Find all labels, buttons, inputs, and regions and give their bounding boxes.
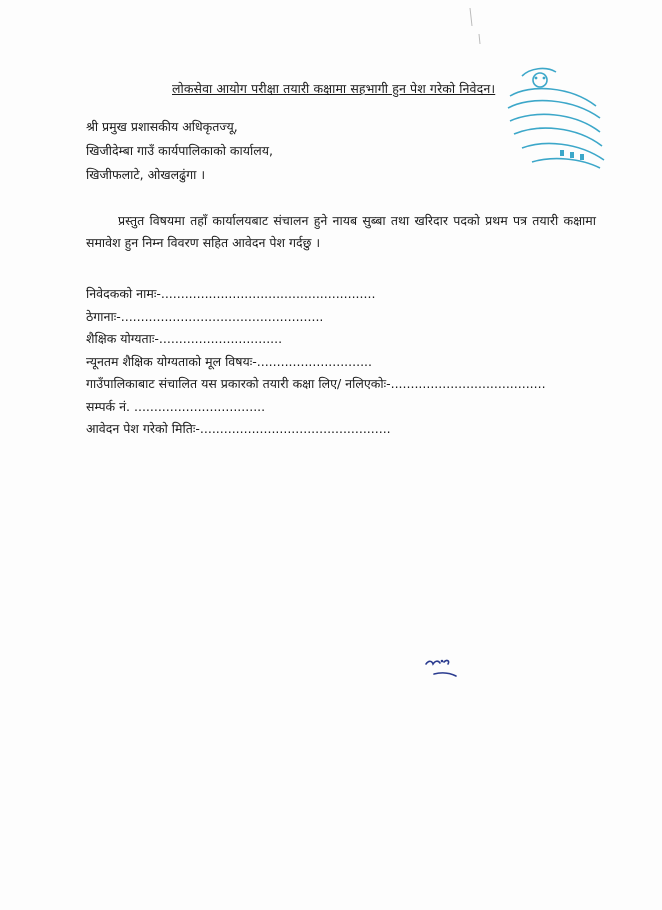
- field-previous-class: गाउँपालिकाबाट संचालित यस प्रकारको तयारी कक्षा लिए/ नलिएकोः-.......................................: [86, 376, 546, 391]
- field-contact-number: सम्पर्क नं. .................................: [86, 398, 266, 414]
- address-line: खिजीफलाटे, ओखलढुंगा ।: [86, 167, 206, 182]
- body-paragraph: प्रस्तुत विषयमा तहाँ कार्यालयबाट संचालन हुने नायब सुब्बा तथा खरिदार पदको प्रथम पत्र तयारी कक्षामा समावेश हुन निम्न विवरण सहित आवेदन पेश गर्दछु ।: [86, 213, 596, 250]
- office-seal-icon: [500, 66, 610, 171]
- address-line: खिजीदेम्बा गाउँ कार्यपालिकाको कार्यालय,: [86, 143, 273, 158]
- document-title: लोकसेवा आयोग परीक्षा तयारी कक्षामा सहभागी हुन पेश गरेको निवेदन।: [172, 81, 496, 96]
- field-main-subject: न्यूनतम शैक्षिक योग्यताको मूल विषयः-.............................: [86, 353, 372, 369]
- address-line: श्री प्रमुख प्रशासकीय अधिकृतज्यू,: [86, 119, 238, 134]
- corner-mark: [466, 6, 486, 46]
- address-block: [86, 115, 273, 187]
- signature-mark: [420, 652, 465, 680]
- field-applicant-name: निवेदकको नामः-......................................................: [86, 286, 376, 301]
- form-fields: [86, 283, 546, 441]
- field-address: ठेगानाः-...................................................: [86, 308, 324, 324]
- field-qualification: शैक्षिक योग्यताः-...............................: [86, 331, 283, 346]
- field-application-date: आवेदन पेश गरेको मितिः-................................................: [86, 421, 391, 436]
